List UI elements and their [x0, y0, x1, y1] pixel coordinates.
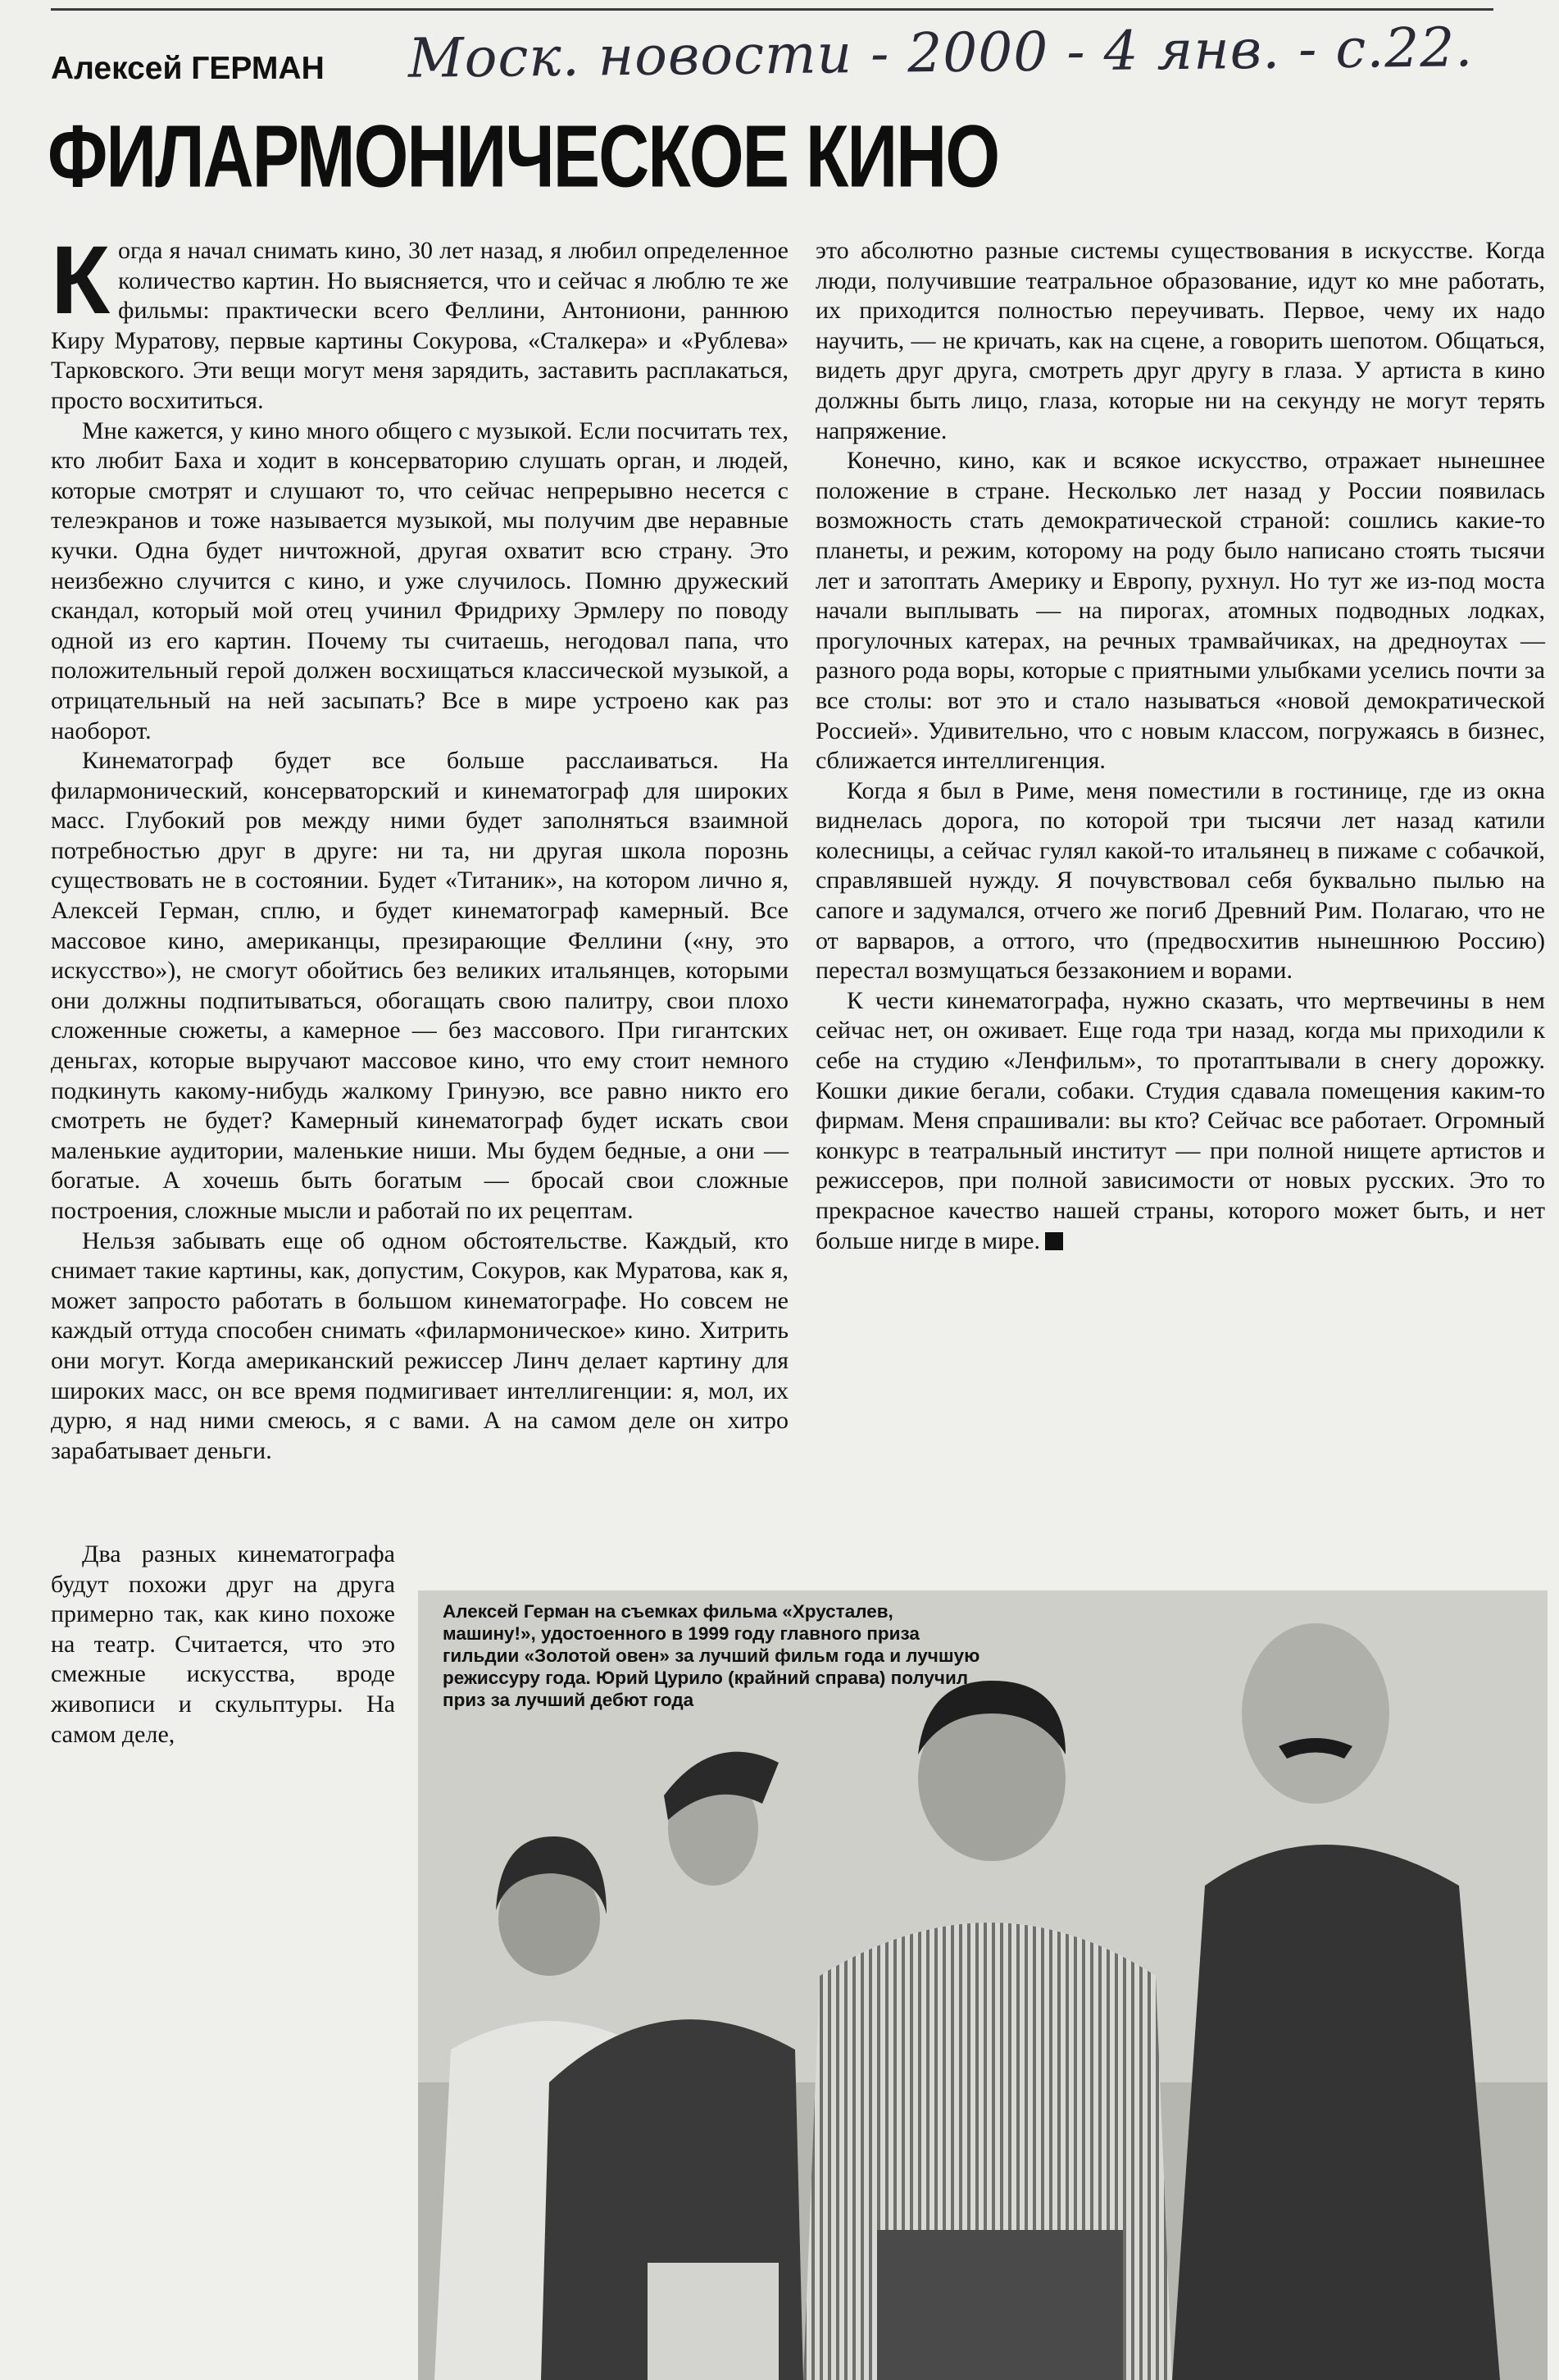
paragraph: Два разных кинематографа будут похожи друг на друга примерно так, как кино похоже на театр. Считается, что это смежные искусства, вроде живописи и скульптуры. На самом деле,	[51, 1540, 395, 1748]
end-of-article-mark	[1045, 1232, 1063, 1250]
paragraph: Кинематограф будет все больше расслаиваться. На филармонический, консерваторский и кинематограф для широких масс. Глубокий ров между ними будет заполняться взаимной потребностью друг в друге: ни та, ни другая школа порознь существовать не в состоянии. Будет «Титаник», на котором лично я, Алексей Герман, сплю, и будет кинематограф камерный. Все массовое кино, американцы, презирающие Феллини («ну, это искусство»), не смогут обойтись без великих итальянцев, которыми они должны подпитываться, обогащать свою палитру, свои плохо сложенные сюжеты, а камерное — без массового. При гигантских деньгах, которые выручают массовое кино, что ему стоит немного подкинуть какому-нибудь жалкому Гринуэю, все равно никто его смотреть не будет? Камерный кинематограф будет искать свои маленькие аудитории, маленькие ниши. Мы будем бедные, а они — богатые. А хочешь быть богатым — бросай свои сложные построения, сложные мысли и работай по их рецептам.	[51, 747, 789, 1224]
article-column-right	[816, 236, 1545, 1256]
article-column-left-narrow	[51, 1540, 395, 1750]
article-title: ФИЛАРМОНИЧЕСКОЕ КИНО	[48, 107, 999, 207]
paragraph: Мне кажется, у кино много общего с музыкой. Если посчитать тех, кто любит Баха и ходит в консерваторию слушать орган, и людей, которые смотрят и слушают то, что сейчас непрерывно несется с телеэкранов и тоже называется музыкой, мы получим две неравные кучки. Одна будет ничтожной, другая охватит всю страну. Это неизбежно случится с кино, и уже случилось. Помню дружеский скандал, который мой отец учинил Фридриху Эрмлеру по поводу одной из его картин. Почему ты считаешь, негодовал папа, что положительный герой должен восхищаться классической музыкой, а отрицательный на ней засыпать? Все в мире устроено как раз наоборот.	[51, 416, 789, 744]
paragraph: это абсолютно разные системы существования в искусстве. Когда люди, получившие театральное образование, идут ко мне работать, их приходится полностью переучивать. Первое, чему их надо научить, — не кричать, как на сцене, а говорить шепотом. Общаться, видеть друг друга, смотреть друг другу в глаза. У артиста в кино должны быть лицо, глаза, которые ни на секунду не могут терять напряжение.	[816, 237, 1545, 444]
article-column-left	[51, 226, 789, 1466]
paragraph: Когда я начал снимать кино, 30 лет назад, я любил определенное количество картин. Но выясняется, что и сейчас я люблю те же фильмы: практически всего Феллини, Антониони, раннюю Киру Муратову, первые картины Сокурова, «Сталкера» и «Рублева» Тарковского. Эти вещи могут меня зарядить, заставить расплакаться, просто восхититься.	[51, 226, 789, 414]
photo-caption: Алексей Герман на съемках фильма «Хрусталев, машину!», удостоенного в 1999 году главного приза гильдии «Золотой овен» за лучший фильм года и лучшую режиссуру года. Юрий Цурило (крайний справа) получил приз за лучший дебют года	[443, 1601, 980, 1710]
top-rule	[51, 8, 1493, 11]
paragraph: К чести кинематографа, нужно сказать, что мертвечины в нем сейчас нет, он оживает. Еще года три назад, когда мы приходили к себе на студию «Ленфильм», то протаптывали в снегу дорожку. Кошки дикие бегали, собаки. Студия сдавала помещения каким-то фирмам. Меня спрашивали: вы кто? Сейчас все работает. Огромный конкурс в театральный институт — при полной нищете артистов и режиссеров, при полной зависимости от новых русских. Это то прекрасное качество нашей страны, которого может быть, и нет больше нигде в мире.	[816, 986, 1545, 1254]
handwritten-source-note: Моск. новости - 2000 - 4 янв. - с.22.	[407, 16, 1474, 90]
drop-cap: К	[51, 226, 111, 334]
paragraph: Когда я был в Риме, меня поместили в гостинице, где из окна виднелась дорога, по которой три тысячи лет назад катили колесницы, а сейчас гулял какой-то итальянец в пижаме с собачкой, справлявшей нужду. Я почувствовал себя буквально пылью на сапоге и задумался, отчего же погиб Древний Рим. Полагаю, что не от варваров, а оттого, что (предвосхитив нынешнюю Россию) перестал возмущаться беззаконием и ворами.	[816, 776, 1545, 985]
article-author: Алексей ГЕРМАН	[51, 51, 325, 86]
paragraph: Конечно, кино, как и всякое искусство, отражает нынешнее положение в стране. Несколько лет назад у России появилась возможность стать демократической страной: сошлись какие-то планеты, и режим, которому на роду было написано стоять тысячи лет и затоптать Америку и Европу, рухнул. Но тут же из-под моста начали выплывать — на пирогах, атомных подводных лодках, прогулочных катерах, на речных трамвайчиках, на дредноутах — разного рода воры, которые с приятными улыбками уселись почти за все столы: вот это и стало называться «новой демократической Россией». Удивительно, что с новым классом, погружаясь в бизнес, сближается интеллигенция.	[816, 447, 1545, 775]
paragraph: Нельзя забывать еще об одном обстоятельстве. Каждый, кто снимает такие картины, как, допустим, Сокуров, как Муратова, как я, может запросто работать в большом кинематографе. Но совсем не каждый оттуда способен снимать «филармоническое» кино. Хитрить они могут. Когда американский режиссер Линч делает картину для широких масс, он все время подмигивает интеллигенции: я, мол, их дурю, я над ними смеюсь, я с вами. А на самом деле он хитро зарабатывает деньги.	[51, 1226, 789, 1464]
